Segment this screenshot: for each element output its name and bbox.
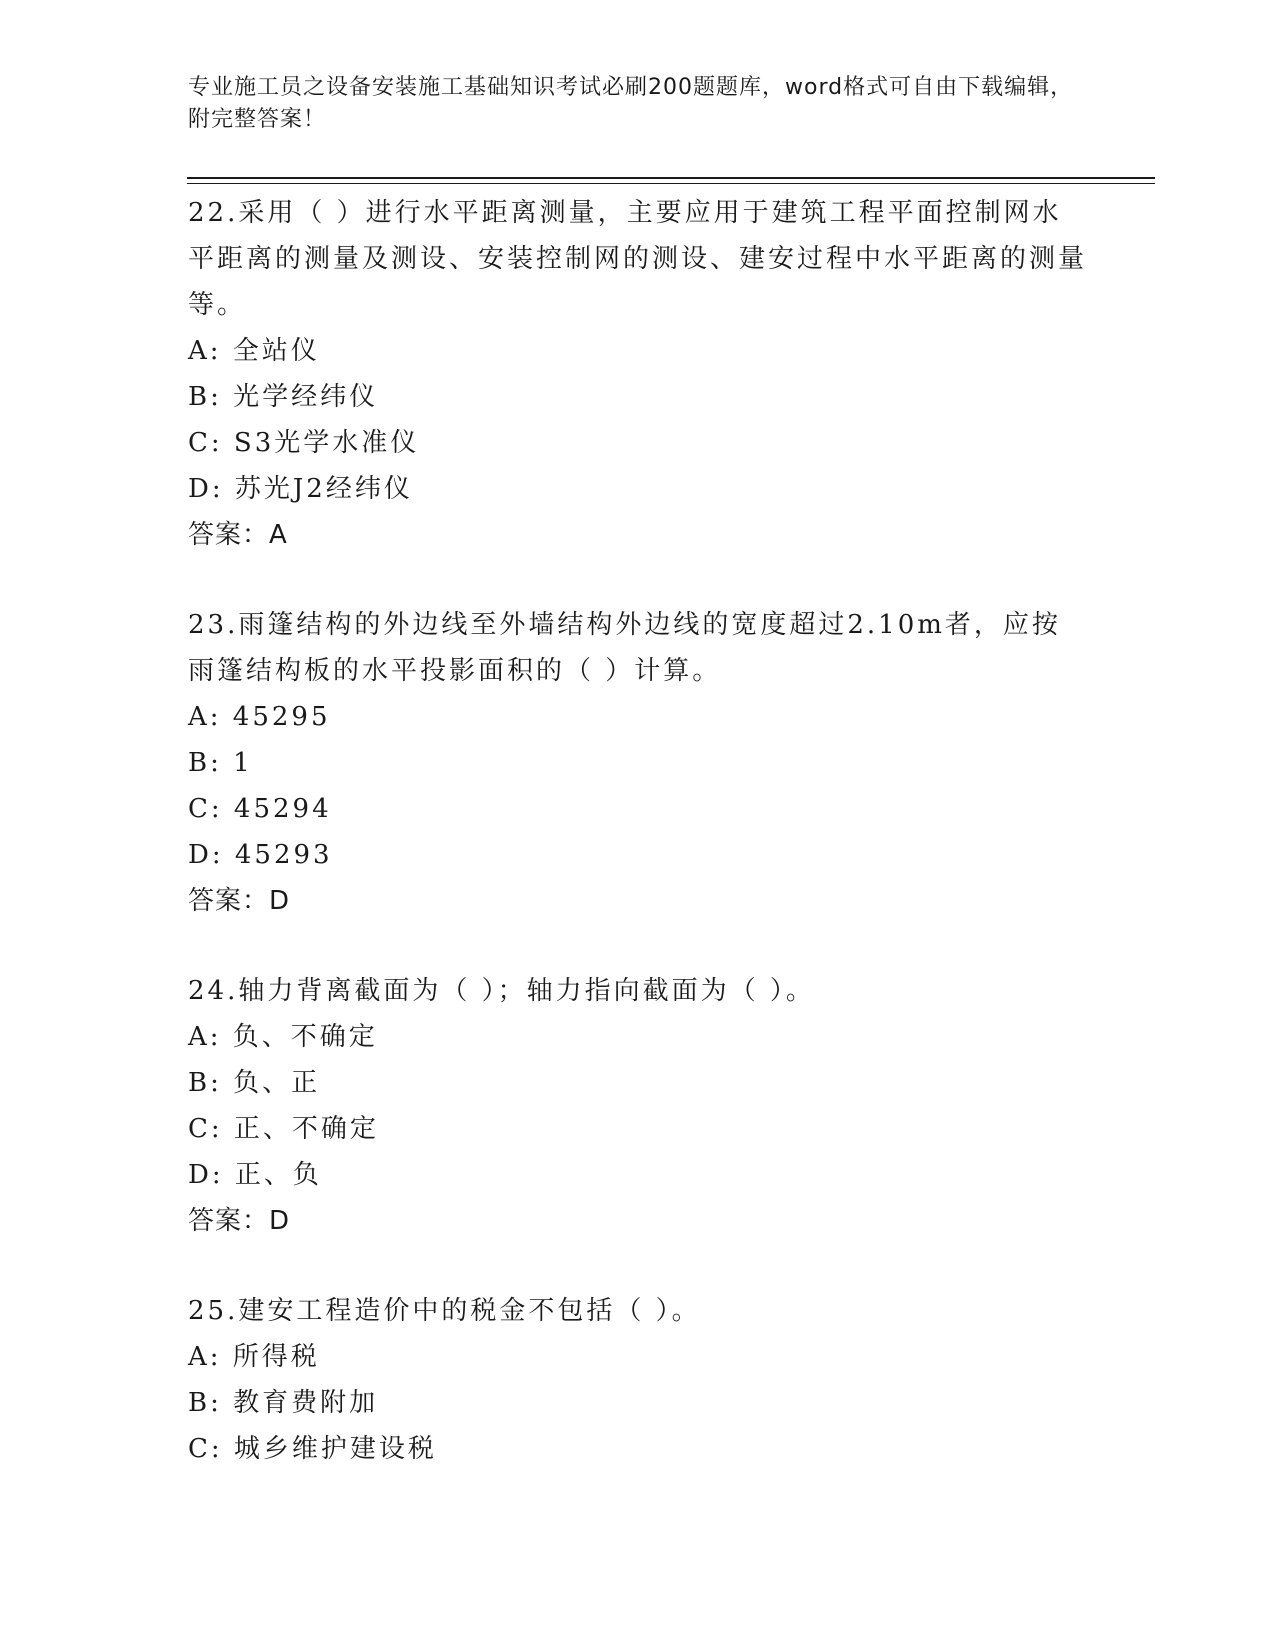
question-23 bbox=[188, 602, 1088, 924]
option-a: A: 负、不确定 bbox=[188, 1022, 378, 1052]
option-c: C: 正、不确定 bbox=[188, 1114, 379, 1144]
answer-label: 答案： bbox=[188, 520, 270, 550]
answer-label: 答案： bbox=[188, 1206, 270, 1236]
option-c: C: 城乡维护建设税 bbox=[188, 1434, 437, 1464]
document-header: 专业施工员之设备安装施工基础知识考试必刷200题题库，word格式可自由下载编辑，附完整答案！ bbox=[188, 75, 1074, 132]
option-b: B: 负、正 bbox=[188, 1068, 321, 1098]
answer-line bbox=[188, 512, 1088, 558]
question-24 bbox=[188, 968, 1088, 1244]
answer-value: D bbox=[269, 886, 291, 916]
option-d: D: 苏光J2经纬仪 bbox=[188, 474, 413, 504]
option-d: D: 正、负 bbox=[188, 1160, 322, 1190]
answer-label: 答案： bbox=[188, 886, 270, 916]
question-text: 24.轴力背离截面为（ ）；轴力指向截面为（ ）。 bbox=[188, 976, 815, 1006]
question-text: 22.采用（ ）进行水平距离测量，主要应用于建筑工程平面控制网水平距离的测量及测设、安装控制网的测设、建安过程中水平距离的测量等。 bbox=[188, 198, 1088, 320]
answer-value: A bbox=[269, 520, 288, 550]
header-divider-thin bbox=[187, 183, 1155, 184]
option-c: C: 45294 bbox=[188, 794, 332, 824]
question-text: 25.建安工程造价中的税金不包括（ ）。 bbox=[188, 1296, 701, 1326]
option-a: A: 45295 bbox=[188, 702, 331, 732]
question-text: 23.雨篷结构的外边线至外墙结构外边线的宽度超过2.10m者，应按雨篷结构板的水平投影面积的（ ）计算。 bbox=[188, 610, 1061, 686]
option-c: C: S3光学水准仪 bbox=[188, 428, 420, 458]
option-b: B: 教育费附加 bbox=[188, 1388, 379, 1418]
option-b: B: 光学经纬仪 bbox=[188, 382, 379, 412]
header-divider-thick bbox=[187, 177, 1155, 179]
question-22 bbox=[188, 190, 1088, 558]
answer-line bbox=[188, 878, 1088, 924]
question-25 bbox=[188, 1288, 1088, 1472]
option-a: A: 所得税 bbox=[188, 1342, 320, 1372]
option-b: B: 1 bbox=[188, 748, 253, 778]
option-a: A: 全站仪 bbox=[188, 336, 320, 366]
question-list bbox=[188, 190, 1088, 1516]
answer-value: D bbox=[269, 1206, 291, 1236]
answer-line bbox=[188, 1198, 1088, 1244]
option-d: D: 45293 bbox=[188, 840, 333, 870]
